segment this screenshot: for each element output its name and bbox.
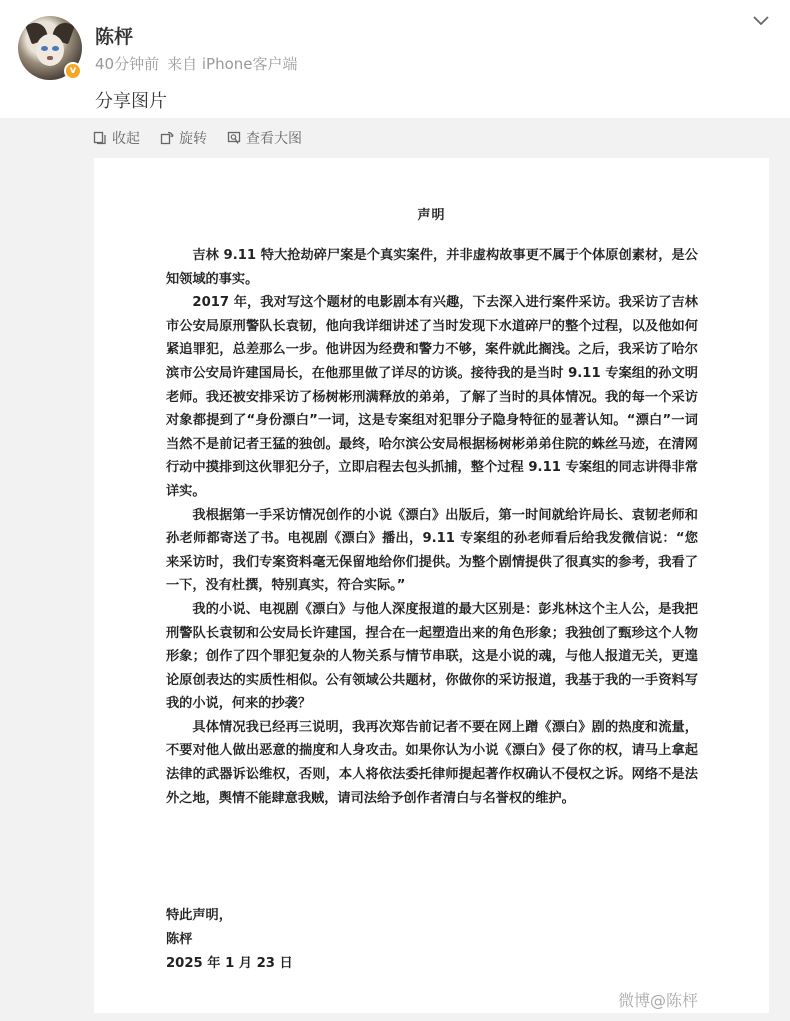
statement-body	[166, 244, 698, 810]
collapse-icon	[93, 131, 107, 145]
post-text: 分享图片	[95, 91, 167, 112]
statement-paragraph: 具体情况我已经再三说明，我再次郑告前记者不要在网上蹭《漂白》剧的热度和流量，不要对他人做出恶意的揣度和人身攻击。如果你认为小说《漂白》侵了你的权，请马上拿起法律的武器诉讼维权，否则，本人将依法委托律师提起著作权确认不侵权之诉。网络不是法外之地，舆情不能肆意我贼，请司法给予创作者清白与名誉权的维护。	[166, 719, 698, 806]
statement-image[interactable]	[94, 158, 769, 1013]
collapse-label: 收起	[112, 131, 140, 147]
image-toolbar	[93, 128, 322, 148]
statement-closing: 特此声明，	[166, 908, 232, 923]
post-source: 来自 iPhone客户端	[167, 55, 298, 73]
avatar-face	[36, 34, 64, 66]
statement-signer: 陈枰	[166, 932, 193, 947]
media-area	[0, 118, 790, 1021]
username[interactable]: 陈枰	[95, 26, 134, 48]
statement-paragraph: 2017 年，我对写这个题材的电影剧本有兴趣，下去深入进行案件采访。我采访了吉林市公安局原刑警队长袁韧，他向我详细讲述了当时发现下水道碎尸的整个过程，以及他如何紧追罪犯，总差那么一步。他讲因为经费和警力不够，案件就此搁浅。之后，我采访了哈尔滨市公安局许建国局长，在他那里做了详尽的访谈。接待我的是当时 9.11 专案组的孙文明老师。我还被安排采访了杨树彬刑满释放的弟弟，了解了当时的具体情况。我的每一个采访对象都提到了“身份漂白”一词，这是专案组对犯罪分子隐身特征的显著认知。“漂白”一词当然不是前记者王猛的独创。最终，哈尔滨公安局根据杨树彬弟弟住院的蛛丝马迹，在清网行动中摸排到这伙罪犯分子，立即启程去包头抓捕，整个过程 9.11 专案组的同志讲得非常详实。	[166, 295, 698, 499]
avatar-eye	[41, 46, 48, 51]
view-large-icon	[227, 131, 241, 145]
rotate-label: 旋转	[179, 131, 207, 147]
post-time: 40分钟前	[95, 55, 160, 73]
view-large-label: 查看大图	[246, 131, 302, 147]
rotate-button[interactable]	[160, 128, 207, 148]
rotate-icon	[160, 131, 174, 145]
watermark: 微博@陈枰	[618, 991, 699, 1010]
avatar-nose	[47, 56, 53, 60]
avatar-eye	[52, 46, 59, 51]
post-header	[0, 0, 790, 118]
statement-title: 声明	[417, 208, 446, 223]
statement-date: 2025 年 1 月 23 日	[166, 956, 293, 971]
chevron-down-icon[interactable]	[752, 12, 770, 30]
verified-badge-icon: v	[64, 62, 82, 80]
statement-paragraph: 我的小说、电视剧《漂白》与他人深度报道的最大区别是：彭兆林这个主人公，是我把刑警队长袁韧和公安局长许建国，捏合在一起塑造出来的角色形象；我独创了甄珍这个人物形象；创作了四个罪犯复杂的人物关系与情节串联，这是小说的魂，与他人报道无关，更遑论原创表达的实质性相似。公有领域公共题材，你做你的采访报道，我基于我的一手资料写我的小说，何来的抄袭？	[166, 601, 698, 712]
collapse-button[interactable]	[93, 128, 140, 148]
statement-paragraph: 我根据第一手采访情况创作的小说《漂白》出版后，第一时间就给许局长、袁韧老师和孙老师都寄送了书。电视剧《漂白》播出，9.11 专案组的孙老师看后给我发微信说：“您来采访时，我们专案资料毫无保留地给你们提供。为整个剧情提供了很真实的参考，我看了一下，没有杜撰，特别真实，符合实际。”	[166, 507, 698, 594]
view-large-button[interactable]	[227, 128, 302, 148]
post-meta	[95, 53, 298, 74]
statement-paragraph: 吉林 9.11 特大抢劫碎尸案是个真实案件，并非虚构故事更不属于个体原创素材，是公知领域的事实。	[166, 248, 698, 287]
